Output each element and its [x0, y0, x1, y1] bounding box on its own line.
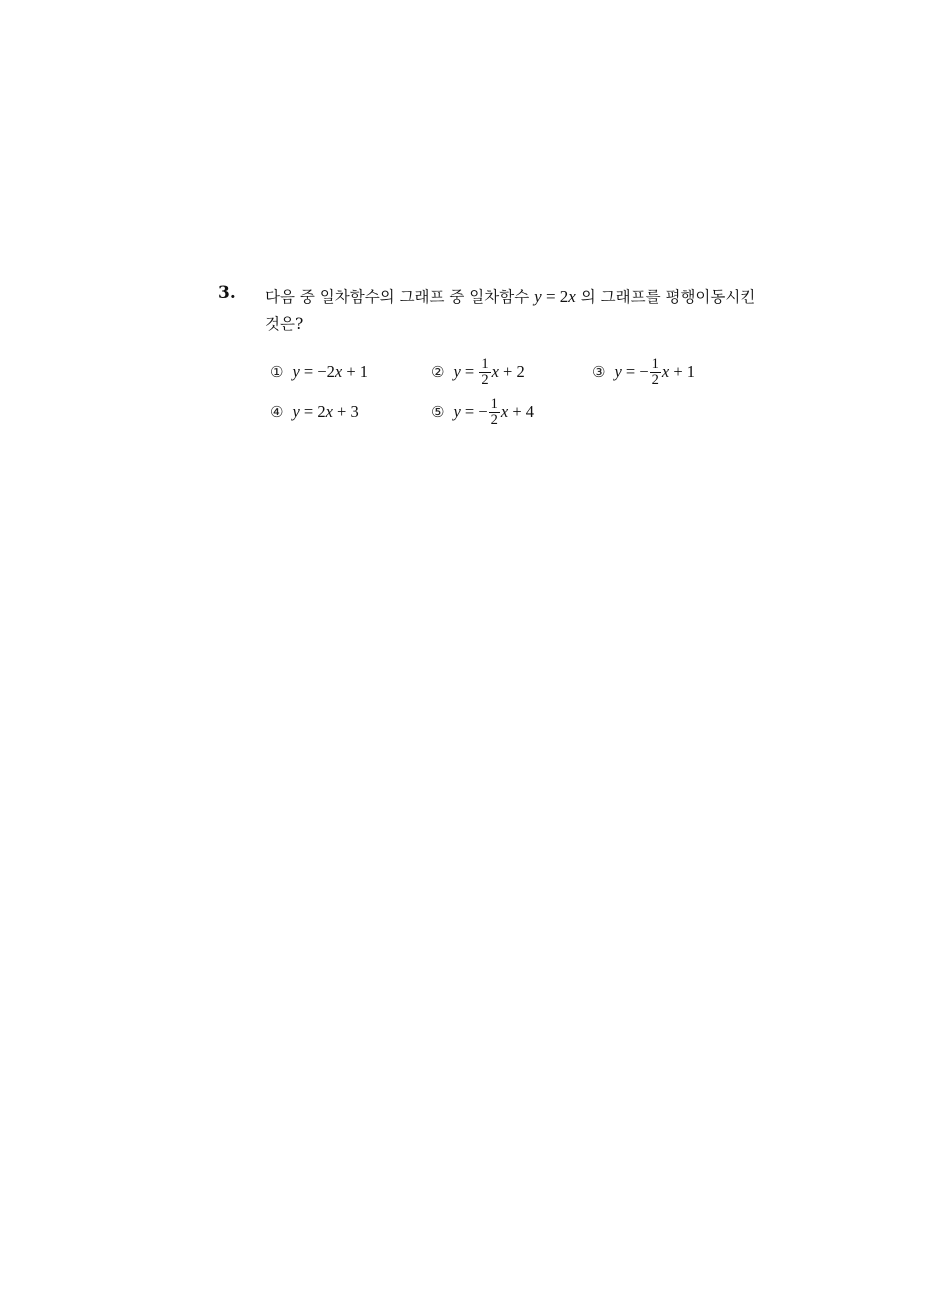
choice-2-eq: = [464, 362, 475, 381]
choice-5-fraction [489, 397, 500, 428]
inline-equation-x: x [568, 287, 576, 306]
question-text-part2: 의 그래프를 평행이동시킨 [575, 288, 756, 306]
choice-4-const: + 3 [337, 402, 359, 421]
choice-1-equation [292, 362, 368, 382]
choice-2-equation [453, 357, 524, 388]
choice-3-marker: ③ [592, 363, 606, 381]
choice-1-eq: = [303, 362, 314, 381]
choice-3-sign: − [639, 362, 649, 381]
choice-2-var: x [491, 362, 499, 381]
choice-4-lhs: y [292, 402, 300, 421]
inline-equation-equals: = [545, 287, 556, 306]
choice-2-lhs: y [453, 362, 461, 381]
choice-3-var: x [661, 362, 670, 381]
choice-3-eq: = [625, 362, 636, 381]
inline-equation-y: y [534, 287, 542, 306]
choice-3-numerator: 1 [651, 355, 659, 372]
choice-5-marker: ⑤ [431, 403, 445, 421]
choice-2[interactable] [431, 355, 525, 389]
choice-4-var: x [325, 402, 333, 421]
choice-5[interactable] [431, 395, 534, 429]
choice-5-const: + 4 [512, 402, 535, 421]
choice-1-var: x [334, 362, 343, 381]
question-text-line2: 것은? [265, 315, 304, 333]
question-text [265, 283, 765, 338]
choice-2-const: + 2 [503, 362, 525, 381]
choice-1-lhs: y [292, 362, 300, 381]
choice-4-eq: = [303, 402, 314, 421]
question-number: 3. [218, 283, 236, 303]
choice-2-numerator: 1 [481, 355, 489, 372]
choice-5-eq: = [464, 402, 475, 421]
choice-1-coef: −2 [317, 362, 335, 381]
choice-1-const: + 1 [346, 362, 369, 381]
choice-3-denominator: 2 [651, 371, 659, 388]
choice-5-denominator: 2 [490, 411, 498, 428]
choice-5-sign: − [478, 402, 488, 421]
choice-5-var: x [500, 402, 509, 421]
inline-equation-coef: 2 [559, 287, 569, 306]
choice-3-const: + 1 [673, 362, 696, 381]
choice-1-marker: ① [270, 363, 284, 381]
choice-4-marker: ④ [270, 403, 284, 421]
choice-3-equation [614, 357, 695, 388]
question-text-part1: 다음 중 일차함수의 그래프 중 일차함수 [265, 288, 535, 306]
inline-equation [534, 287, 576, 306]
choice-5-numerator: 1 [490, 395, 498, 412]
choice-4-coef: 2 [317, 402, 326, 421]
choice-5-equation [453, 397, 534, 428]
choice-2-marker: ② [431, 363, 445, 381]
choice-3[interactable] [592, 355, 695, 389]
choice-2-denominator: 2 [481, 371, 489, 388]
choice-4-equation [292, 402, 358, 422]
answer-choices [270, 355, 750, 435]
choice-2-fraction [479, 357, 490, 388]
choice-1[interactable] [270, 355, 368, 389]
choice-4[interactable] [270, 395, 359, 429]
choice-3-fraction [650, 357, 661, 388]
choice-5-lhs: y [453, 402, 461, 421]
choice-3-lhs: y [614, 362, 622, 381]
